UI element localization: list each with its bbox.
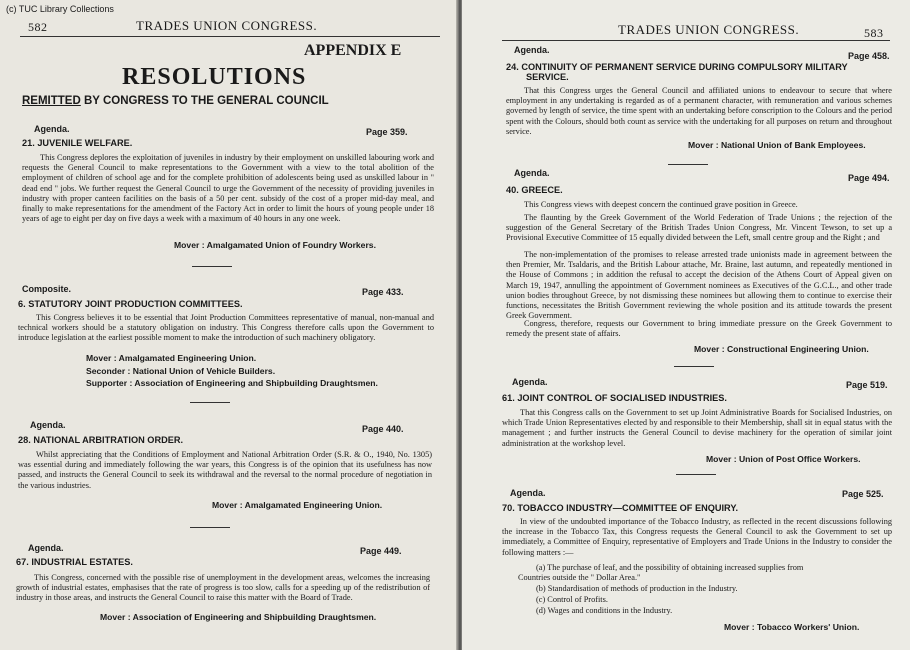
- supporter-line: Supporter : Association of Engineering and Shipbuilding Draughtsmen.: [86, 378, 378, 388]
- section-label: Agenda.: [34, 124, 70, 134]
- mover-line: Mover : Amalgamated Engineering Union.: [212, 500, 383, 510]
- mover-line: Mover : National Union of Bank Employees.: [688, 140, 866, 150]
- mover-line: Mover : Amalgamated Union of Foundry Workers.: [174, 240, 376, 250]
- separator: [190, 527, 230, 528]
- mover-line: Mover : Association of Engineering and Shipbuilding Draughtsmen.: [100, 612, 377, 622]
- section-body: Whilst appreciating that the Conditions of Employment and National Arbitration Order (S.R. & O., 1940, No. 1305) was essential during and immediately following the war years, this Congress is of the opinion that its usefulness has now passed, and instructs the General Council to seek its withdrawal and the reversal to the normal procedure of negotiation in the various industries.: [18, 450, 432, 490]
- section-title: 70. TOBACCO INDUSTRY—COMMITTEE OF ENQUIRY.: [502, 503, 738, 513]
- section-page-ref: Page 458.: [848, 51, 890, 61]
- section-page-ref: Page 440.: [362, 424, 404, 434]
- remitted-rest: BY CONGRESS TO THE GENERAL COUNCIL: [83, 95, 329, 107]
- section-label: Agenda.: [512, 377, 548, 387]
- section-para: Congress, therefore, requests our Government to bring immediate pressure on the Greek Government to remedy the present state of affairs.: [506, 319, 892, 339]
- remitted-word: REMITTED: [22, 95, 81, 107]
- section-label: Agenda.: [514, 45, 550, 55]
- appendix-title: APPENDIX E: [304, 42, 402, 59]
- running-head-right: TRADES UNION CONGRESS.: [618, 22, 800, 37]
- section-para: The flaunting by the Greek Government of the World Federation of Trade Unions ; the rejection of the suggestion of the General Secretary of the British Trades Union Congress, Mr. Vincent Tewson, to set up a Provisional Executive Committee of 15 equally divided between the Left, small centre group and the Right ; and: [506, 213, 892, 243]
- section-body: This Congress, concerned with the possible rise of unemployment in the development areas, welcomes the increasing growth of industrial estates, emphasises that the rate of progress is too slow, calls for a speeding up of the redistribution of industry in those areas, and instructs the General Council to raise this matter with the Board of Trade.: [16, 573, 430, 603]
- remitted-subheading: [22, 95, 329, 107]
- section-title-cont: SERVICE.: [526, 72, 569, 82]
- section-label: Agenda.: [30, 420, 66, 430]
- separator: [190, 402, 230, 403]
- section-title: 24. CONTINUITY OF PERMANENT SERVICE DURING COMPULSORY MILITARY: [506, 62, 848, 72]
- section-label: Agenda.: [510, 488, 546, 498]
- section-body: This Congress believes it to be essential that Joint Production Committees representative of manual, non-manual and technical workers should be a statutory obligation on industry. This Congress therefore calls upon the Government to introduce legislation at the earliest possible moment to make the introduction of such machinery obligatory.: [18, 313, 434, 343]
- resolutions-heading: RESOLUTIONS: [122, 64, 307, 90]
- section-page-ref: Page 359.: [366, 127, 408, 137]
- separator: [192, 266, 232, 267]
- section-title: 40. GREECE.: [506, 185, 563, 195]
- section-page-ref: Page 494.: [848, 173, 890, 183]
- section-page-ref: Page 519.: [846, 380, 888, 390]
- right-page: [462, 0, 910, 650]
- section-title: 28. NATIONAL ARBITRATION ORDER.: [18, 435, 184, 445]
- seconder-line: Seconder : National Union of Vehicle Builders.: [86, 366, 276, 376]
- section-title: 61. JOINT CONTROL OF SOCIALISED INDUSTRIES.: [502, 393, 727, 403]
- separator: [676, 474, 716, 475]
- running-head-left: TRADES UNION CONGRESS.: [136, 18, 318, 33]
- section-label: Agenda.: [514, 168, 550, 178]
- header-rule-right: [502, 40, 890, 41]
- separator: [674, 366, 714, 367]
- section-label: Agenda.: [28, 543, 64, 553]
- list-item: (d) Wages and conditions in the Industry.: [536, 606, 673, 615]
- list-item: (b) Standardisation of methods of production in the Industry.: [536, 584, 738, 593]
- section-page-ref: Page 525.: [842, 489, 884, 499]
- section-para: The non-implementation of the promises to release arrested trade unionists made in agreement between the then Premier, Mr. Tsaldaris, and the British Labour attache, Mr. Braine, last autumn, and repeatedly mentioned in the House of Commons ; in addition the refusal to accept the decision of the Athens Court of Appeal given on March 19, 1947, annulling the appointment of Government nominees as Executives of the G.C.L., and other trade union bodies throughout Greece, by not dismissing these nominees but allowing them to continue to exercise their functions, necessitates the British Government reviewing the whole position and its attitude towards the present Greek Government.: [506, 250, 892, 321]
- section-label: Composite.: [22, 284, 72, 294]
- section-page-ref: Page 433.: [362, 287, 404, 297]
- section-body: That this Congress urges the General Council and affiliated unions to endeavour to secure that where employment in any undertaking is regarded as of a permanent character, with remuneration and various schemes governed by length of service, the time spent with an undertaking before conscription to the Colours and the period spent with the Colours, should both count as service with the undertaking for all purposes on return and throughout service.: [506, 86, 892, 136]
- section-body: This Congress deplores the exploitation of juveniles in industry by their employment on unskilled labouring work and requests the General Council to make representations to the Government with a view to the total abolition of the employment of children of school age and for the complete prohibition of adolescents being used as unskilled labour in " dead end " jobs. We further request the General Council to urge the Government of the necessity of providing juveniles in industry with proper canteen facilities on the basis of a 50 per cent. subsidy of the cost of a proper mid-day meal, and finally to make representations for the amendment of the Factory Act in order to limit the hours of young people under 18 years of age to eight per day on five days a week with a maximum of 40 hours in any one week.: [22, 153, 434, 224]
- section-title: 6. STATUTORY JOINT PRODUCTION COMMITTEES.: [18, 299, 243, 309]
- mover-line: Mover : Constructional Engineering Union.: [694, 344, 869, 354]
- list-item: Countries outside the " Dollar Area.": [518, 573, 641, 582]
- section-page-ref: Page 449.: [360, 546, 402, 556]
- section-para: This Congress views with deepest concern the continued grave position in Greece.: [524, 200, 798, 209]
- header-rule-left: [20, 36, 440, 37]
- mover-line: Mover : Tobacco Workers' Union.: [724, 622, 860, 632]
- section-body: That this Congress calls on the Government to set up Joint Administrative Boards for Socialised Industries, on which Trade Union Representatives elected by and responsible to their Membership, shall sit in equal status with the management ; and further instructs the General Council to devise machinery for the operation of similar joint administration at the workshop level.: [502, 408, 892, 448]
- separator: [668, 164, 708, 165]
- watermark: (c) TUC Library Collections: [6, 4, 114, 14]
- section-body: In view of the undoubted importance of the Tobacco Industry, as reflected in the recent discussions following the increase in the Tobacco Tax, this Congress requests the General Council to ask the Government to set up immediately, a Committee of Enquiry, representative of Employers and Trade Unions in the Industry to consider the following matters :—: [502, 517, 892, 557]
- page-number-left: 582: [28, 20, 48, 34]
- list-item: (c) Control of Profits.: [536, 595, 608, 604]
- list-item: (a) The purchase of leaf, and the possibility of obtaining increased supplies from: [536, 563, 804, 572]
- section-title: 21. JUVENILE WELFARE.: [22, 138, 133, 148]
- mover-line: Mover : Amalgamated Engineering Union.: [86, 353, 257, 363]
- mover-line: Mover : Union of Post Office Workers.: [706, 454, 861, 464]
- section-title: 67. INDUSTRIAL ESTATES.: [16, 557, 133, 567]
- page-number-right: 583: [864, 26, 884, 40]
